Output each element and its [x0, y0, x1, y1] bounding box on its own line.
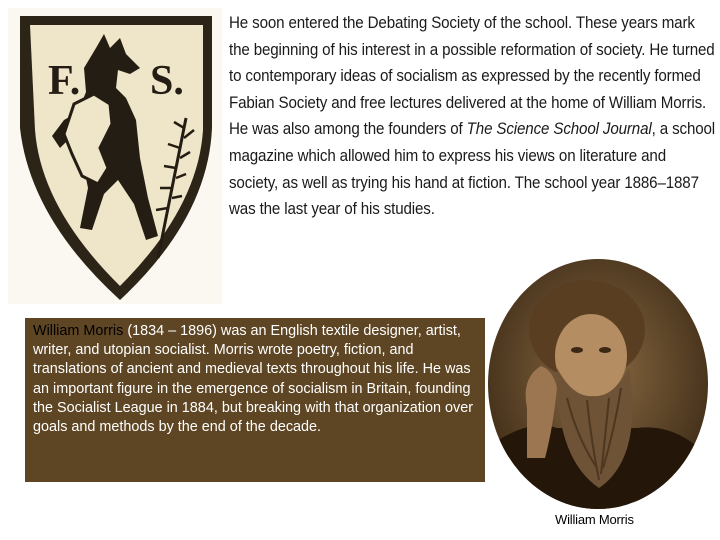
shield-letter-left: F. — [48, 58, 81, 104]
main-text-before: He soon entered the Debating Society of the school. These years mark the beginning of his interest in a possible reformation of society. He turned to contemporary ideas of socialism as expressed by the recently formed Fabian Society and free lectures delivered at the home of William Morris. He was also among the founders of — [229, 14, 715, 139]
shield-letter-right: S. — [150, 58, 184, 104]
portrait-caption: William Morris — [555, 512, 634, 527]
journal-title: The Science School Journal — [466, 120, 652, 139]
william-morris-portrait — [487, 258, 709, 510]
main-text-after: , a school magazine which allowed him to express his views on literature and society, as well as trying his hand at fiction. The school year 1886–1887 was the last year of his studies. — [229, 120, 716, 219]
bio-text: (1834 – 1896) was an English textile designer, artist, writer, and utopian socialist. Morris wrote poetry, fiction, and translations of ancient and medieval texts throughout his life. He was an important figure in the emergence of socialism in Britain, founding the Socialist League in 1884, but breaking with that organization over goals and methods by the end of the decade. — [33, 323, 474, 436]
main-paragraph — [229, 10, 717, 223]
morris-bio-box — [25, 318, 485, 482]
portrait-photo — [487, 258, 709, 510]
bio-name: William Morris — [33, 323, 124, 339]
fabian-shield-emblem — [8, 8, 222, 304]
shield-graphic — [8, 8, 222, 304]
